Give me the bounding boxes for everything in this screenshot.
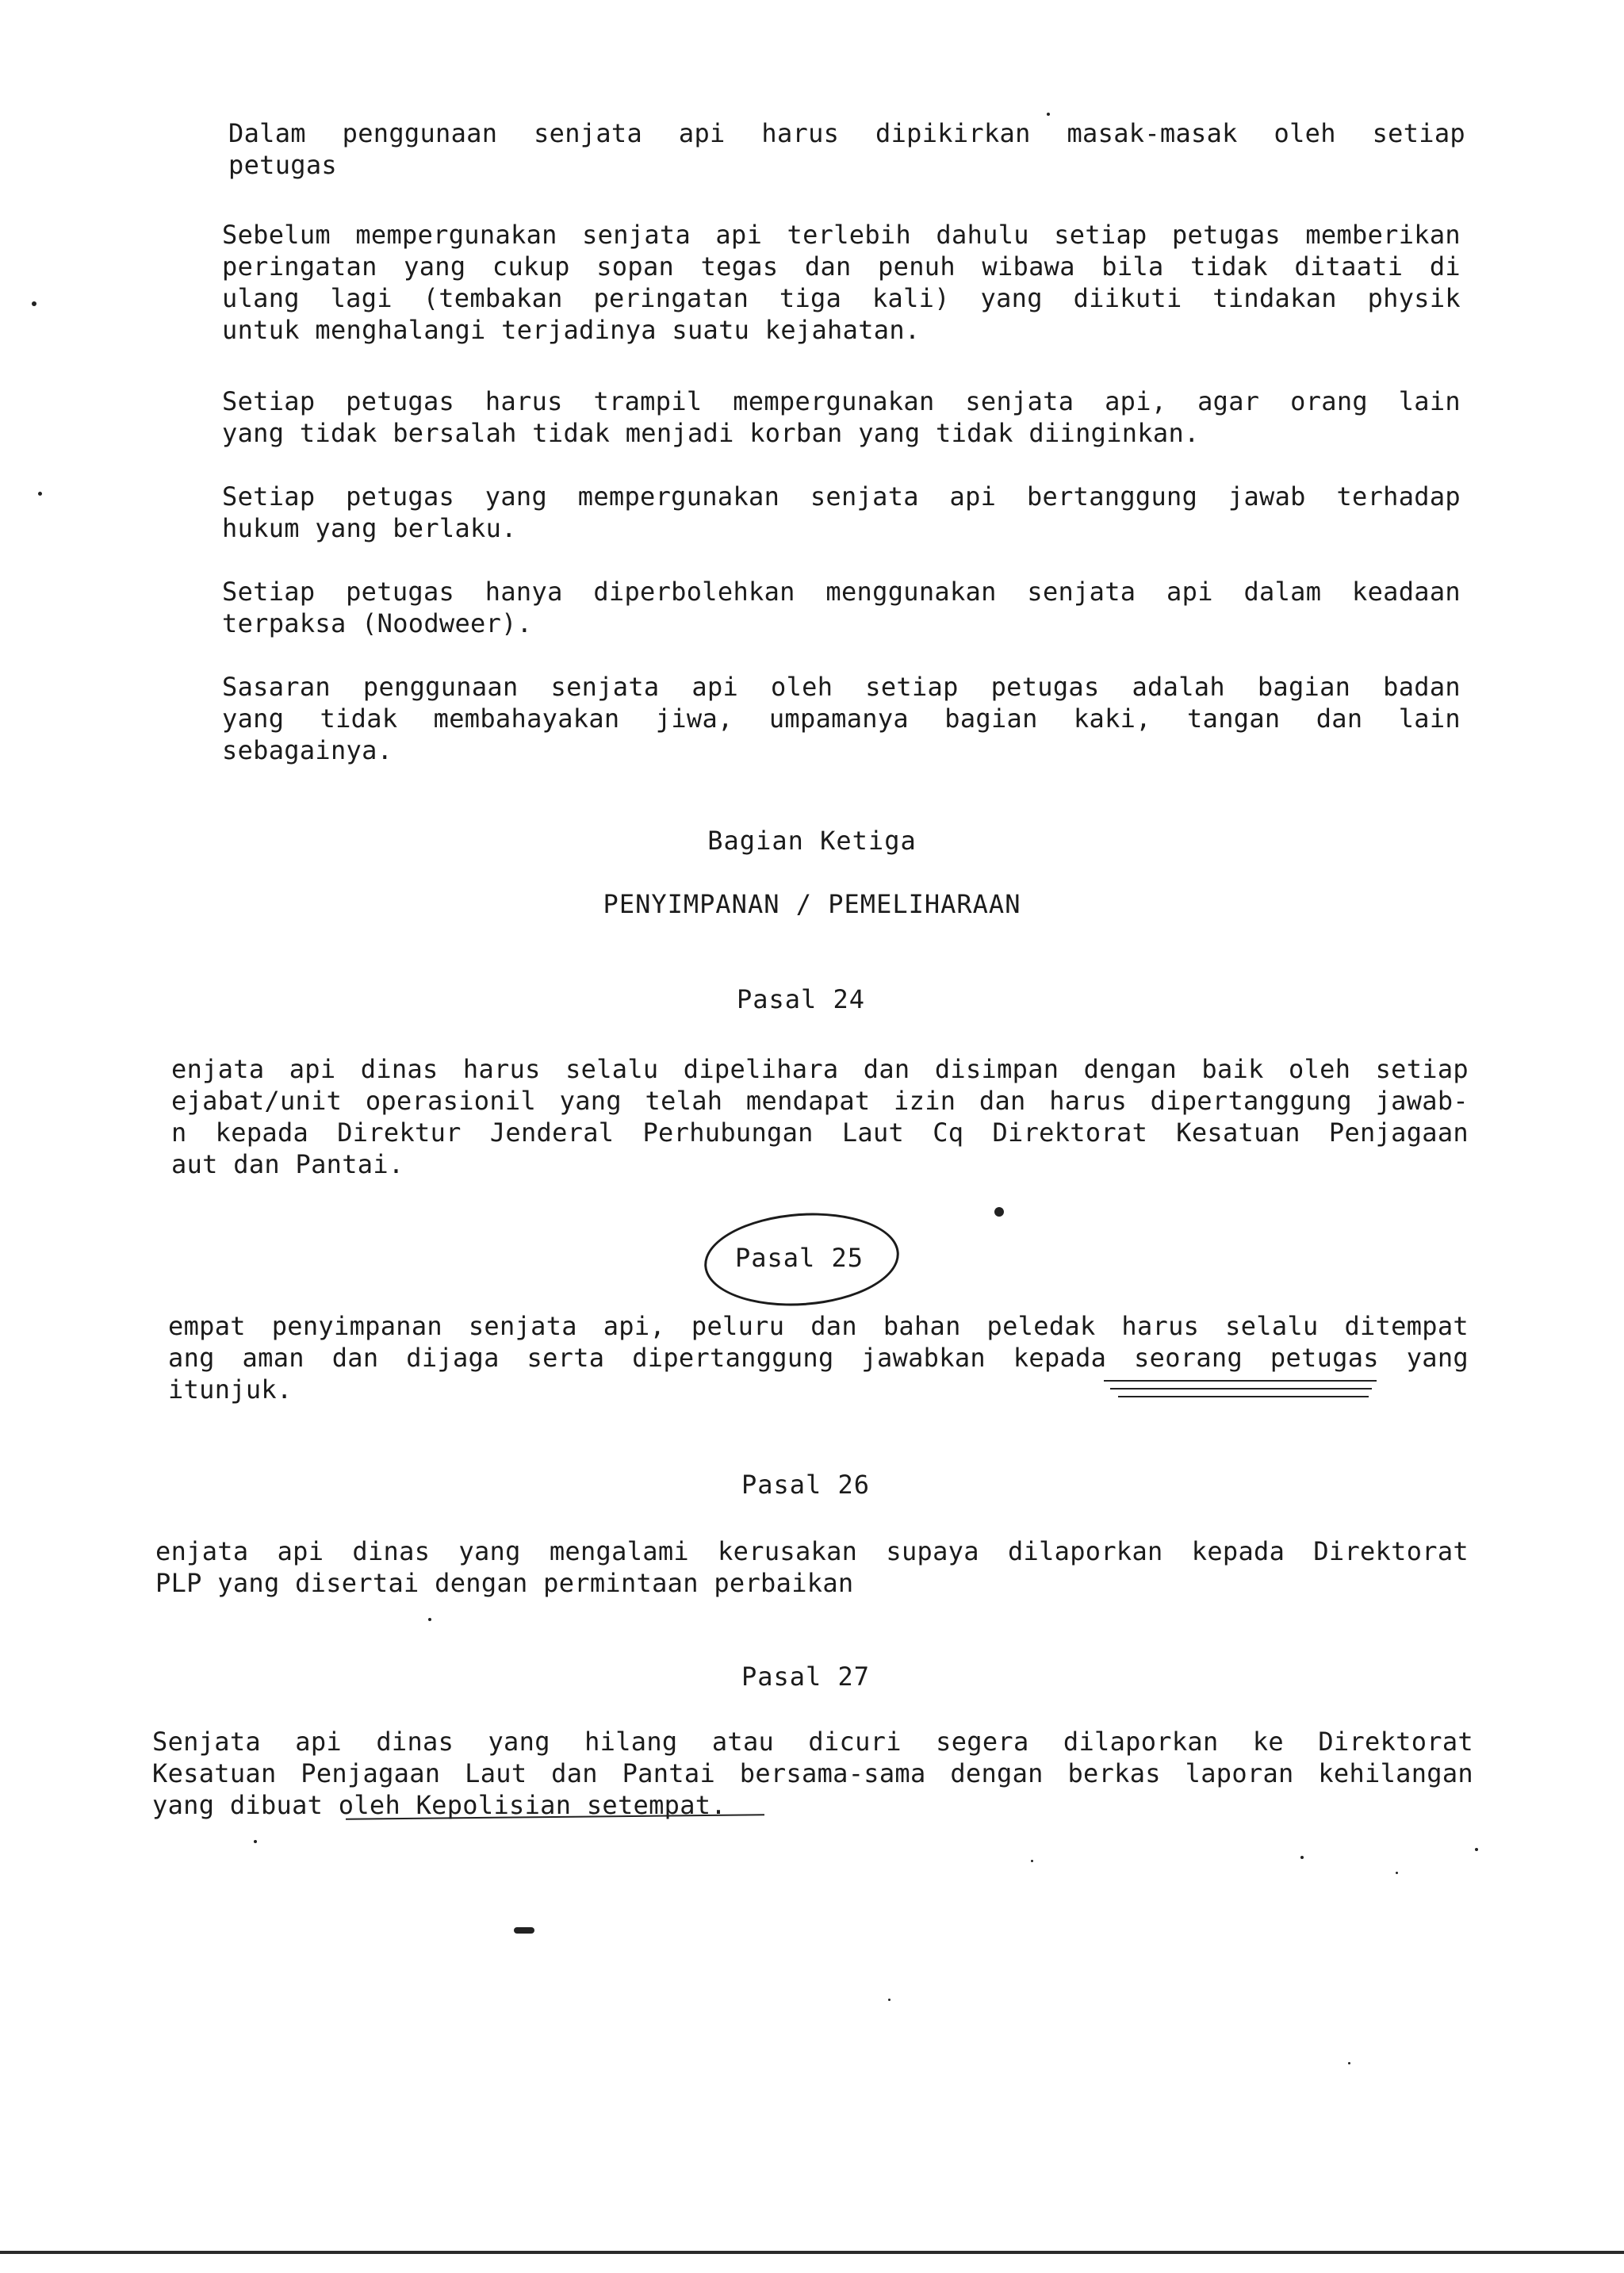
text-line: Setiap petugas harus trampil mempergunakan senjata api, agar orang lain <box>222 386 1461 416</box>
text-line: yang tidak membahayakan jiwa, umpamanya bagian kaki, tangan dan lain <box>222 703 1461 734</box>
paragraph-forced-use <box>222 576 1461 639</box>
article-body-27 <box>152 1726 1473 1821</box>
text-line: Kesatuan Penjagaan Laut dan Pantai bersama-sama dengan berkas laporan kehilangan <box>152 1758 1473 1788</box>
article-body-25 <box>168 1310 1469 1405</box>
text-line: hukum yang berlaku. <box>222 513 517 543</box>
scan-speck <box>428 1618 431 1621</box>
text-line: PLP yang disertai dengan permintaan perbaikan <box>155 1568 854 1598</box>
text-line: aut dan Pantai. <box>171 1149 404 1179</box>
text-line: Dalam penggunaan senjata api harus dipikirkan masak-masak oleh setiap <box>228 118 1465 148</box>
text-line: enjata api dinas harus selalu dipelihara dan disimpan dengan baik oleh setiap <box>171 1054 1469 1084</box>
scan-speck <box>38 492 42 496</box>
article-heading-26: Pasal 26 <box>741 1470 871 1500</box>
article-body-24 <box>171 1053 1469 1180</box>
handwritten-underline-mark <box>1104 1380 1377 1382</box>
text-line: yang tidak bersalah tidak menjadi korban yang tidak diinginkan. <box>222 418 1200 448</box>
scan-speck <box>254 1840 257 1843</box>
text-line: itunjuk. <box>168 1374 293 1405</box>
scan-speck <box>1300 1856 1304 1859</box>
scan-speck <box>994 1207 1004 1217</box>
text-line: yang dibuat oleh Kepolisian setempat. <box>152 1790 726 1820</box>
paragraph-skill-requirement <box>222 385 1461 449</box>
page-bottom-edge <box>0 2251 1624 2254</box>
text-line: peringatan yang cukup sopan tegas dan penuh wibawa bila tidak ditaati di <box>222 251 1461 282</box>
paragraph-target-area <box>222 671 1461 766</box>
handwritten-underline-mark <box>1110 1388 1372 1389</box>
paragraph-legal-responsibility <box>222 481 1461 544</box>
scan-speck <box>32 301 36 306</box>
section-part-heading: Bagian Ketiga <box>707 826 917 856</box>
scan-speck <box>888 1999 891 2001</box>
section-title: PENYIMPANAN / PEMELIHARAAN <box>603 889 1021 919</box>
scan-speck <box>1348 2062 1350 2064</box>
scan-speck <box>1475 1848 1478 1851</box>
text-line: n kepada Direktur Jenderal Perhubungan Laut Cq Direktorat Kesatuan Penjagaan <box>171 1117 1469 1148</box>
scan-speck <box>1396 1872 1398 1874</box>
article-heading-24: Pasal 24 <box>736 984 866 1014</box>
paragraph-firearm-use-caution <box>228 117 1465 181</box>
text-line: ulang lagi (tembakan peringatan tiga kali) yang diikuti tindakan physik <box>222 283 1461 313</box>
paragraph-warning-procedure <box>222 219 1461 346</box>
text-line: ejabat/unit operasionil yang telah mendapat izin dan harus dipertanggung jawab- <box>171 1086 1469 1116</box>
article-heading-27: Pasal 27 <box>741 1662 871 1692</box>
article-body-26 <box>155 1535 1469 1599</box>
text-line: enjata api dinas yang mengalami kerusakan supaya dilaporkan kepada Direktorat <box>155 1536 1469 1566</box>
text-line: Senjata api dinas yang hilang atau dicuri segera dilaporkan ke Direktorat <box>152 1727 1473 1757</box>
text-line: Setiap petugas yang mempergunakan senjata api bertanggung jawab terhadap <box>222 481 1461 512</box>
text-line: untuk menghalangi terjadinya suatu kejahatan. <box>222 315 921 345</box>
scan-speck <box>1031 1860 1033 1862</box>
text-line: petugas <box>228 150 337 180</box>
text-line: Sasaran penggunaan senjata api oleh setiap petugas adalah bagian badan <box>222 672 1461 702</box>
text-line: empat penyimpanan senjata api, peluru dan bahan peledak harus selalu ditempat <box>168 1311 1469 1341</box>
handwritten-underline-mark <box>1118 1396 1369 1397</box>
scan-speck <box>514 1927 534 1934</box>
text-line: terpaksa (Noodweer). <box>222 608 533 638</box>
text-line: sebagainya. <box>222 735 393 765</box>
article-heading-25: Pasal 25 <box>734 1243 864 1273</box>
text-line: Sebelum mempergunakan senjata api terlebih dahulu setiap petugas memberikan <box>222 220 1461 250</box>
text-line: Setiap petugas hanya diperbolehkan menggunakan senjata api dalam keadaan <box>222 577 1461 607</box>
scan-speck <box>1047 113 1050 116</box>
text-line: ang aman dan dijaga serta dipertanggung jawabkan kepada seorang petugas yang <box>168 1343 1469 1373</box>
